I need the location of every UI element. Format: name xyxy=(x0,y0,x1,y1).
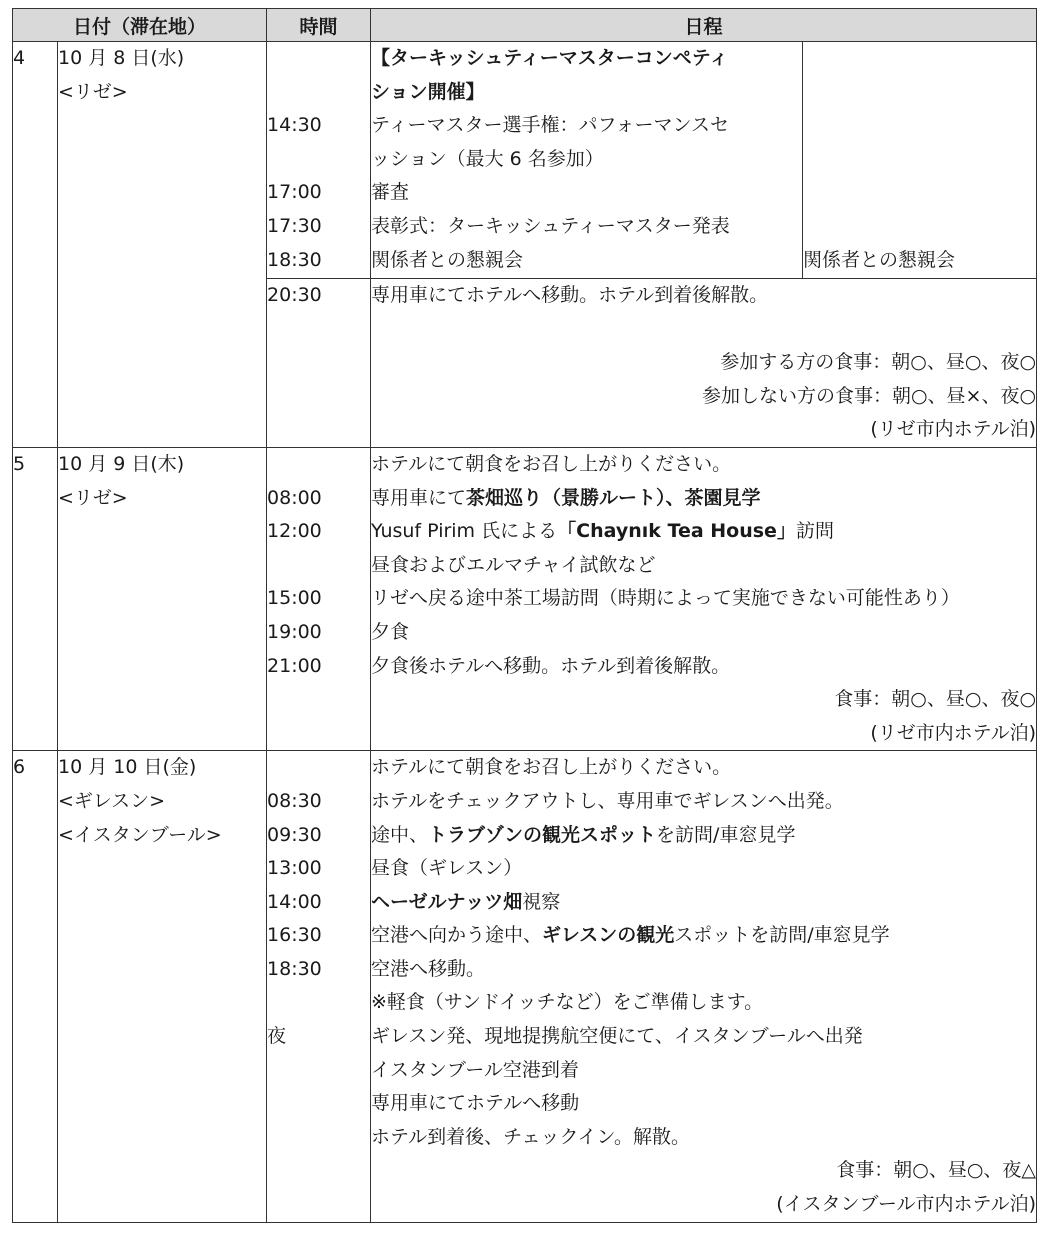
time-cell: 08:30 09:30 13:00 14:00 16:30 18:30 夜 xyxy=(267,751,371,1222)
day-number: 5 xyxy=(13,447,58,750)
day-number: 4 xyxy=(13,42,58,448)
time-cell: 08:00 12:00 15:00 19:00 21:00 xyxy=(267,447,371,750)
day-date: 10 月 9 日(木) xyxy=(58,452,185,475)
meal-info: 食事：朝○、昼○、夜○ xyxy=(834,688,1037,711)
day-place: <ギレスン> xyxy=(58,789,166,812)
time-cell: 14:30 17:00 17:30 18:30 xyxy=(267,42,371,279)
header-time: 時間 xyxy=(267,9,371,42)
header-schedule: 日程 xyxy=(371,9,1037,42)
day-number: 6 xyxy=(13,751,58,1222)
header-row xyxy=(13,9,1037,42)
day-place: <イスタンブール> xyxy=(58,823,222,846)
schedule-cell: ホテルにて朝食をお召し上がりください。 ホテルをチェックアウトし、専用車でギレスンへ出発。 途中、トラブゾンの観光スポットを訪問/車窓見学 昼食（ギレスン） ヘーゼルナッツ畑視察 空港へ向かう途中、ギレスンの観光スポットを訪問/車窓見学 空港へ移動。 ※軽食（サンドイッチなど）をご準備します。 ギレスン発、現地提携航空便にて、イスタンブールへ出発 イスタンブール空港到着 専用車にてホテルへ移動 ホテル到着後、チェックイン。解散。 食事：朝○、昼○、夜△ (イスタンブール市内ホテル泊) xyxy=(371,751,1037,1222)
day-date-cell xyxy=(58,42,267,448)
highlight: ヘーゼルナッツ畑 xyxy=(371,890,523,913)
day-place: <リゼ> xyxy=(58,486,128,509)
hotel-stay: (リゼ市内ホテル泊) xyxy=(870,418,1037,441)
side-note-cell xyxy=(803,42,1037,279)
meal-info: 参加しない方の食事：朝○、昼×、夜○ xyxy=(701,384,1037,407)
event-title: 【ターキッシュティーマスターコンペティ xyxy=(371,47,729,69)
highlight: ギレスンの観光 xyxy=(542,924,675,947)
day-date-cell xyxy=(58,447,267,750)
itinerary-table xyxy=(12,8,1037,1223)
hotel-stay: (リゼ市内ホテル泊) xyxy=(870,721,1037,744)
day-date: 10 月 10 日(金) xyxy=(58,756,197,779)
day-date: 10 月 8 日(水) xyxy=(58,47,185,69)
hotel-stay: (イスタンブール市内ホテル泊) xyxy=(776,1193,1037,1216)
schedule-cell: ホテルにて朝食をお召し上がりください。 専用車にて茶畑巡り（景勝ルート）、茶園見学 Yusuf Pirim 氏による「Chaynık Tea House」訪問 昼食およびエルマチャイ試飲など リゼへ戻る途中茶工場訪問（時期によって実施できない可能性あり） 夕食 夕食後ホテルへ移動。ホテル到着後解散。 食事：朝○、昼○、夜○ (リゼ市内ホテル泊) xyxy=(371,447,1037,750)
schedule-cell: 専用車にてホテルへ移動。ホテル到着後解散。 参加する方の食事：朝○、昼○、夜○ 参加しない方の食事：朝○、昼×、夜○ (リゼ市内ホテル泊) xyxy=(371,279,1037,448)
day-place: <リゼ> xyxy=(58,80,128,103)
side-note: 関係者との懇親会 xyxy=(803,249,956,272)
highlight: 「Chaynık Tea House」 xyxy=(557,520,796,543)
day-date-cell xyxy=(58,751,267,1222)
schedule-cell: 【ターキッシュティーマスターコンペティ ション開催】 ティーマスター選手権：パフォーマンスセ ッション（最大 6 名参加） 審査 表彰式：ターキッシュティーマスター発表 関係者との懇親会 xyxy=(371,42,803,279)
header-date: 日付（滞在地） xyxy=(13,9,267,42)
meal-info: 参加する方の食事：朝○、昼○、夜○ xyxy=(720,351,1037,374)
highlight: 茶畑巡り（景勝ルート）、茶園見学 xyxy=(466,486,761,509)
meal-info: 食事：朝○、昼○、夜△ xyxy=(836,1159,1037,1182)
day-row xyxy=(13,42,1037,279)
day-row xyxy=(13,447,1037,750)
time-cell: 20:30 xyxy=(267,279,371,448)
day-row xyxy=(13,751,1037,1222)
highlight: トラブゾンの観光スポット xyxy=(428,823,657,846)
